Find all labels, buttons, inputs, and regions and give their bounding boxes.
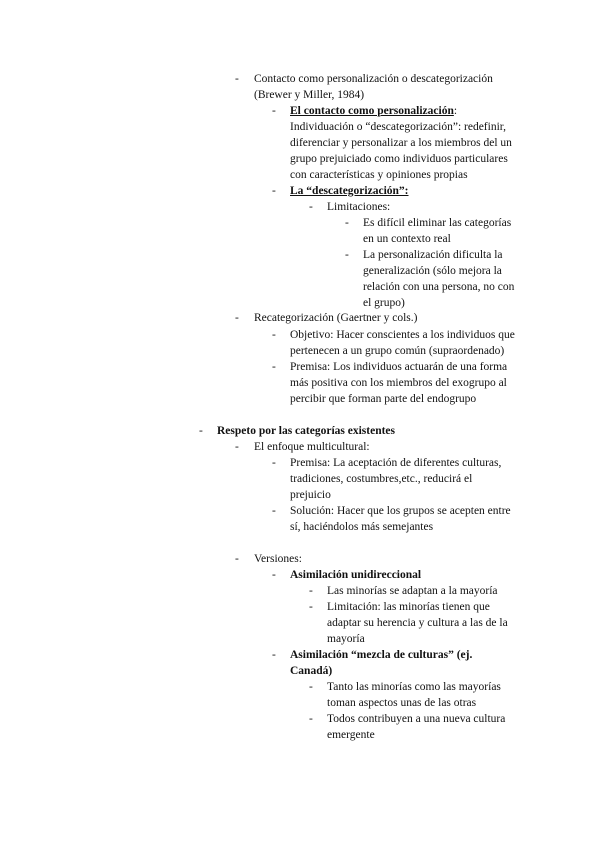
text-line: Solución: Hacer que los grupos se acepten entre — [290, 505, 511, 517]
bullet-dash: - — [272, 329, 276, 341]
text-line: mayoría — [327, 633, 365, 645]
text-line: con características y opiniones propias — [290, 169, 468, 181]
text-line: Todos contribuyen a una nueva cultura — [327, 713, 506, 725]
bullet-dash: - — [272, 569, 276, 581]
bullet-dash: - — [272, 105, 276, 117]
text-line: (Brewer y Miller, 1984) — [254, 89, 365, 101]
bullet-dash: - — [309, 201, 313, 213]
heading-line: La “descategorización”: — [290, 185, 409, 197]
text-line: el grupo) — [363, 297, 405, 309]
bullet-dash: - — [309, 681, 313, 693]
text-line: grupo prejuiciado como individuos particulares — [290, 153, 508, 165]
text-line: Objetivo: Hacer conscientes a los individuos que — [290, 329, 515, 341]
text-line: diferenciar y personalizar a los miembros del un — [290, 137, 512, 149]
text-line: toman aspectos unas de las otras — [327, 697, 477, 709]
heading-line: Asimilación “mezcla de culturas” (ej. — [290, 649, 473, 661]
bullet-dash: - — [272, 361, 276, 373]
bullet-dash: - — [235, 312, 239, 324]
text-line: Premisa: Los individuos actuarán de una forma — [290, 361, 508, 373]
text-line: adaptar su herencia y cultura a las de la — [327, 617, 508, 629]
heading-line: Canadá) — [290, 665, 333, 677]
text-line: generalización (sólo mejora la — [363, 265, 502, 277]
text-line: La personalización dificulta la — [363, 249, 503, 261]
bullet-dash: - — [272, 457, 276, 469]
text-line: Las minorías se adaptan a la mayoría — [327, 585, 498, 597]
text-line: pertenecen a un grupo común (supraordenado) — [290, 345, 505, 357]
text-line: sí, haciéndolos más semejantes — [290, 521, 434, 533]
bullet-dash: - — [309, 713, 313, 725]
bullet-dash: - — [235, 73, 239, 85]
text-line: emergente — [327, 729, 375, 741]
bullet-dash: - — [199, 425, 203, 437]
text-line: Limitaciones: — [327, 201, 391, 213]
heading-line — [290, 104, 457, 120]
bullet-dash: - — [309, 601, 313, 613]
heading-text: El contacto como personalización — [290, 105, 454, 117]
bullet-dash: - — [345, 249, 349, 261]
section-heading: Respeto por las categorías existentes — [217, 425, 396, 437]
bullet-dash: - — [235, 553, 239, 565]
text-line: Contacto como personalización o descategorización — [254, 73, 493, 85]
text-line: en un contexto real — [363, 233, 451, 245]
bullet-dash: - — [272, 505, 276, 517]
text-line: Es difícil eliminar las categorías — [363, 217, 512, 229]
text-line: tradiciones, costumbres,etc., reducirá el — [290, 473, 473, 485]
text-line: más positiva con los miembros del exogrupo al — [290, 377, 507, 389]
text-line: prejuicio — [290, 489, 331, 501]
text-line: Individuación o “descategorización”: redefinir, — [290, 121, 507, 133]
heading-line: Asimilación unidireccional — [290, 569, 422, 581]
text-line: Premisa: La aceptación de diferentes culturas, — [290, 457, 502, 469]
text-line: Recategorización (Gaertner y cols.) — [254, 312, 418, 324]
bullet-dash: - — [345, 217, 349, 229]
text-line: Limitación: las minorías tienen que — [327, 601, 490, 613]
text-line: Versiones: — [254, 553, 302, 565]
text-span: : — [453, 105, 458, 117]
text-line: percibir que forman parte del endogrupo — [290, 393, 477, 405]
text-line: relación con una persona, no con — [363, 281, 515, 293]
text-line: Tanto las minorías como las mayorías — [327, 681, 501, 693]
bullet-dash: - — [272, 185, 276, 197]
text-line: El enfoque multicultural: — [254, 441, 370, 453]
bullet-dash: - — [235, 441, 239, 453]
bullet-dash: - — [272, 649, 276, 661]
bullet-dash: - — [309, 585, 313, 597]
